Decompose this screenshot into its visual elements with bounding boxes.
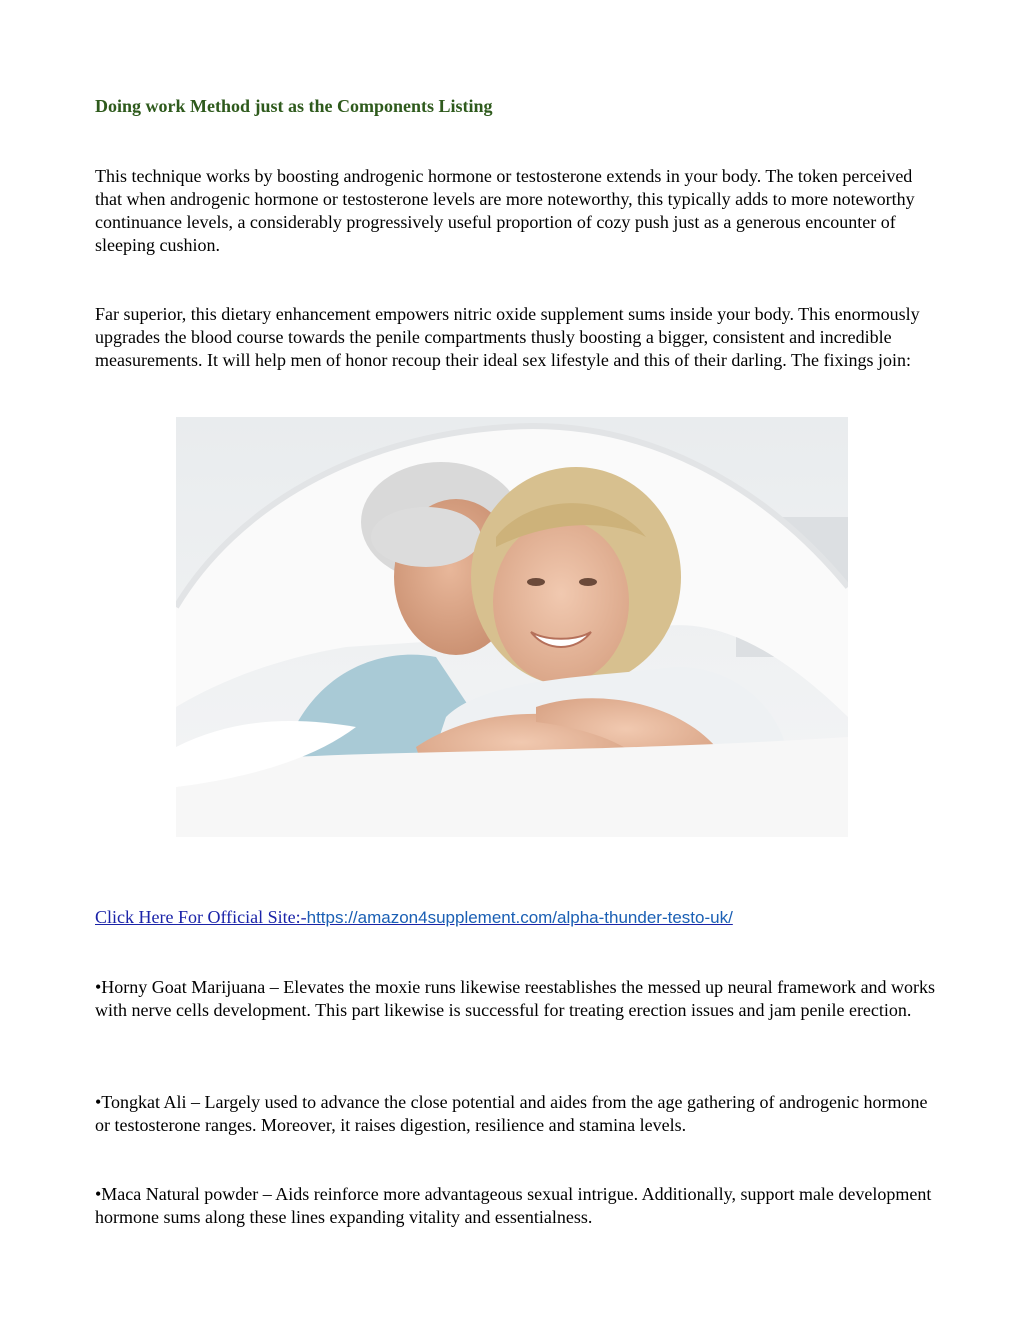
couple-photo — [176, 417, 848, 837]
section-heading: Doing work Method just as the Components Listing — [95, 96, 493, 116]
paragraph-ingredients-intro: Far superior, this dietary enhancement empowers nitric oxide supplement sums inside your body. This enormously upgrades the blood course towards the penile compartments thusly boosting a bigger, consistent and incredible measurements. It will help men of honor recoup their ideal sex lifestyle and this of their darling. The fixings join: — [95, 304, 920, 370]
official-site-link-url: https://amazon4supplement.com/alpha-thunder-testo-uk/ — [306, 908, 733, 927]
paragraph-intro: This technique works by boosting androgenic hormone or testosterone extends in your body. The token perceived that when androgenic hormone or testosterone levels are more noteworthy, this typically adds to more noteworthy continuance levels, a considerably progressively useful proportion of cozy push just as a generous encounter of sleeping cushion. — [95, 166, 915, 255]
ingredient-item: •Maca Natural powder – Aids reinforce more advantageous sexual intrigue. Additionally, support male development hormone sums along these lines expanding vitality and essentialness. — [95, 1184, 932, 1227]
official-site-link-line — [95, 905, 733, 930]
ingredient-item: •Horny Goat Marijuana – Elevates the moxie runs likewise reestablishes the messed up neural framework and works with nerve cells development. This part likewise is successful for treating erection issues and jam penile erection. — [95, 977, 936, 1020]
ingredient-item: •Tongkat Ali – Largely used to advance the close potential and aides from the age gathering of androgenic hormone or testosterone ranges. Moreover, it raises digestion, resilience and stamina levels. — [95, 1092, 928, 1135]
official-site-link[interactable] — [95, 907, 733, 927]
official-site-link-label: Click Here For Official Site:- — [95, 907, 307, 927]
